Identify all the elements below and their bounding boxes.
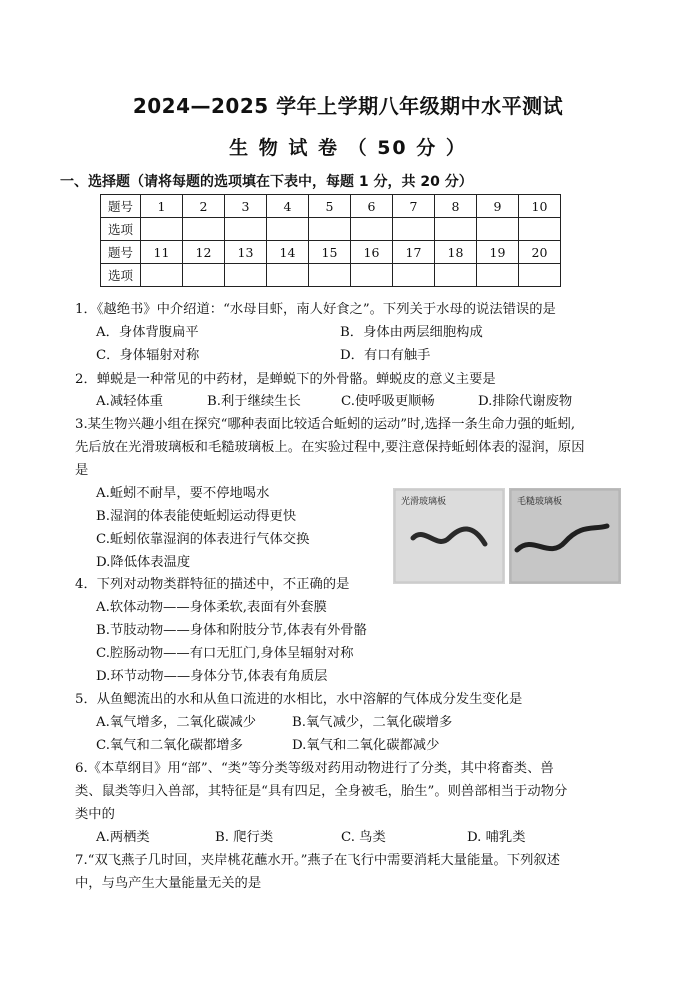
photo-label-smooth: 光滑玻璃板 [401, 497, 447, 507]
q6-option-d: D. 哺乳类 [467, 830, 526, 845]
table-row [101, 218, 561, 241]
answer-cell[interactable] [225, 218, 267, 241]
q4-option-d: D.环节动物——身体分节,体表有角质层 [96, 669, 328, 684]
question-number-cell: 7 [393, 195, 435, 218]
question-number-cell: 4 [267, 195, 309, 218]
question-number-cell: 17 [393, 241, 435, 264]
q5-option-b: B.氧气减少，二氧化碳增多 [292, 715, 453, 730]
exam-title: 2024—2025 学年上学期八年级期中水平测试 [132, 94, 564, 118]
answer-cell[interactable] [477, 264, 519, 287]
question-number-cell: 16 [351, 241, 393, 264]
exam-subtitle: 生 物 试 卷 （ 50 分 ） [229, 137, 467, 159]
question-1-stem: 1．《越绝书》中介绍道：“水母目虾，南人好食之”。下列关于水母的说法错误的是 [75, 302, 556, 317]
answer-cell[interactable] [435, 264, 477, 287]
table-row [101, 241, 561, 264]
q1-option-a: A．身体背腹扁平 [96, 325, 199, 340]
photo-label-rough: 毛糙玻璃板 [517, 497, 563, 507]
q5-option-c: C.氧气和二氧化碳都增多 [96, 738, 243, 753]
section-heading: 一、选择题（请将每题的选项填在下表中，每题 1 分，共 20 分） [60, 174, 473, 190]
q1-option-c: C．身体辐射对称 [96, 348, 200, 363]
question-2-stem: 2．蝉蜕是一种常见的中药材，是蝉蜕下的外骨骼。蝉蜕皮的意义主要是 [75, 372, 496, 387]
row-label: 题号 [101, 195, 141, 218]
answer-cell[interactable] [309, 264, 351, 287]
question-number-cell: 11 [141, 241, 183, 264]
q3-option-c: C.蚯蚓依靠湿润的体表进行气体交换 [96, 532, 310, 547]
question-number-cell: 2 [183, 195, 225, 218]
q3-option-b: B.湿润的体表能使蚯蚓运动得更快 [96, 509, 297, 524]
question-6-stem: 6.《本草纲目》用“部”、“类”等分类等级对药用动物进行了分类，其中将畜类、兽 [75, 761, 554, 776]
row-label: 选项 [101, 264, 141, 287]
q4-option-c: C.腔肠动物——有口无肛门,身体呈辐射对称 [96, 646, 354, 661]
answer-cell[interactable] [183, 264, 225, 287]
answer-cell[interactable] [309, 218, 351, 241]
q2-option-b: B.利于继续生长 [207, 394, 301, 409]
question-number-cell: 14 [267, 241, 309, 264]
answer-cell[interactable] [183, 218, 225, 241]
table-row [101, 264, 561, 287]
question-5-stem: 5．从鱼鳃流出的水和从鱼口流进的水相比，水中溶解的气体成分发生变化是 [75, 692, 523, 707]
q6-option-c: C. 鸟类 [341, 830, 386, 845]
answer-cell[interactable] [393, 218, 435, 241]
q6-option-a: A.两栖类 [96, 830, 150, 845]
question-6-stem: 类、鼠类等归入兽部，其特征是“具有四足，全身被毛，胎生”。则兽部相当于动物分 [75, 784, 568, 799]
q4-option-a: A.软体动物——身体柔软,表面有外套膜 [96, 600, 327, 615]
question-number-cell: 20 [519, 241, 561, 264]
answer-cell[interactable] [141, 218, 183, 241]
answer-cell[interactable] [435, 218, 477, 241]
question-number-cell: 5 [309, 195, 351, 218]
question-number-cell: 6 [351, 195, 393, 218]
q4-option-b: B.节肢动物——身体和附肢分节,体表有外骨骼 [96, 623, 367, 638]
q2-option-c: C.使呼吸更顺畅 [341, 394, 435, 409]
answer-cell[interactable] [351, 264, 393, 287]
question-4-stem: 4．下列对动物类群特征的描述中，不正确的是 [75, 577, 350, 592]
question-number-cell: 1 [141, 195, 183, 218]
q3-option-d: D.降低体表温度 [96, 555, 191, 570]
q2-option-a: A.减轻体重 [96, 394, 164, 409]
answer-cell[interactable] [519, 218, 561, 241]
table-row [101, 195, 561, 218]
question-number-cell: 15 [309, 241, 351, 264]
question-7-stem: 中，与鸟产生大量能量无关的是 [75, 876, 262, 891]
q2-option-d: D.排除代谢废物 [478, 394, 573, 409]
q1-option-b: B．身体由两层细胞构成 [340, 325, 483, 340]
answer-cell[interactable] [141, 264, 183, 287]
question-number-cell: 19 [477, 241, 519, 264]
question-number-cell: 8 [435, 195, 477, 218]
answer-cell[interactable] [225, 264, 267, 287]
row-label: 选项 [101, 218, 141, 241]
answer-cell[interactable] [393, 264, 435, 287]
question-number-cell: 12 [183, 241, 225, 264]
question-number-cell: 18 [435, 241, 477, 264]
row-label: 题号 [101, 241, 141, 264]
earthworm-photo [393, 488, 621, 584]
question-7-stem: 7.“双飞燕子几时回，夹岸桃花蘸水开。”燕子在飞行中需要消耗大量能量。下列叙述 [75, 853, 561, 868]
q3-option-a: A.蚯蚓不耐旱，要不停地喝水 [96, 486, 270, 501]
question-3-stem: 3.某生物兴趣小组在探究“哪种表面比较适合蚯蚓的运动”时,选择一条生命力强的蚯蚓, [75, 417, 576, 432]
question-number-cell: 10 [519, 195, 561, 218]
answer-table [100, 194, 561, 287]
answer-cell[interactable] [351, 218, 393, 241]
question-number-cell: 3 [225, 195, 267, 218]
question-number-cell: 9 [477, 195, 519, 218]
question-3-stem: 是 [75, 463, 89, 478]
q1-option-d: D．有口有触手 [340, 348, 431, 363]
question-number-cell: 13 [225, 241, 267, 264]
q5-option-d: D.氧气和二氧化碳都减少 [292, 738, 440, 753]
q6-option-b: B. 爬行类 [215, 830, 274, 845]
q5-option-a: A.氧气增多，二氧化碳减少 [96, 715, 257, 730]
answer-cell[interactable] [267, 218, 309, 241]
question-3-stem: 先后放在光滑玻璃板和毛糙玻璃板上。在实验过程中,要注意保持蚯蚓体表的湿润，原因 [75, 440, 585, 455]
answer-cell[interactable] [477, 218, 519, 241]
answer-cell[interactable] [519, 264, 561, 287]
answer-cell[interactable] [267, 264, 309, 287]
question-6-stem: 类中的 [75, 807, 115, 822]
